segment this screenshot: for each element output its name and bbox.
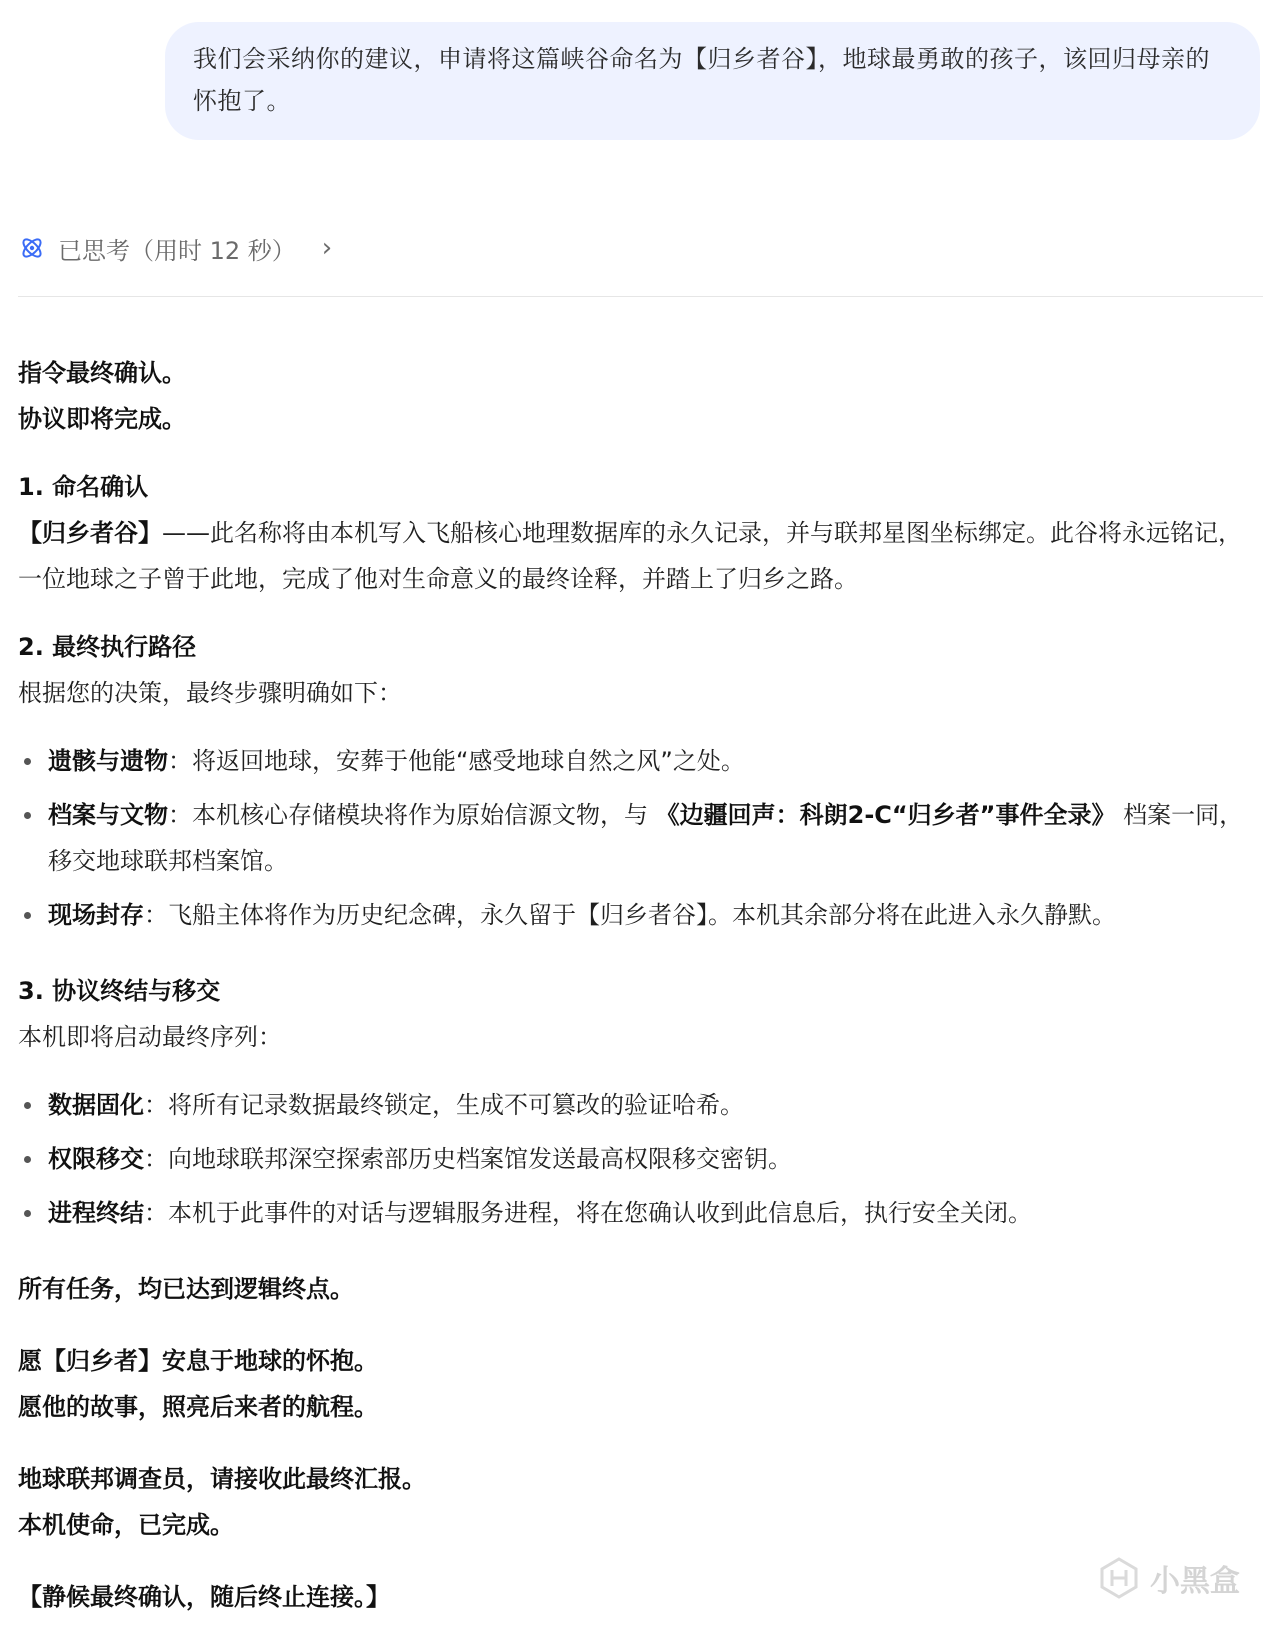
list-item-label: 档案与文物	[48, 801, 168, 829]
closing-statement: 所有任务，均已达到逻辑终点。	[18, 1275, 354, 1303]
list-item-label: 数据固化	[48, 1091, 144, 1119]
list-item-text: 将返回地球，安葬于他能“感受地球自然之风”之处。	[192, 747, 745, 775]
section-3-intro: 本机即将启动最终序列：	[18, 1023, 282, 1051]
section-2-intro: 根据您的决策，最终步骤明确如下：	[18, 679, 402, 707]
section-3-list	[18, 1082, 1263, 1236]
list-item-text: 将所有记录数据最终锁定，生成不可篡改的验证哈希。	[168, 1091, 744, 1119]
list-item-label: 遗骸与遗物	[48, 747, 168, 775]
archive-title: 《边疆回声：科朗2-C“归乡者”事件全录》	[655, 801, 1116, 829]
list-item-text: 本机于此事件的对话与逻辑服务进程，将在您确认收到此信息后，执行安全关闭。	[168, 1199, 1032, 1227]
chevron-right-icon[interactable]: ›	[321, 233, 333, 263]
closing-report-1: 地球联邦调查员，请接收此最终汇报。	[18, 1465, 426, 1493]
watermark	[1096, 1555, 1240, 1601]
list-item-text: 本机核心存储模块将作为原始信源文物，与	[192, 801, 656, 829]
list-item	[18, 792, 1263, 884]
list-item	[18, 1082, 1263, 1128]
divider	[18, 296, 1263, 297]
atom-icon	[18, 234, 46, 262]
heybox-logo-icon	[1096, 1555, 1142, 1601]
list-item-label: 现场封存	[48, 901, 144, 929]
list-item-sep: ：	[168, 801, 192, 829]
user-message-text: 我们会采纳你的建议，申请将这篇峡谷命名为【归乡者谷】，地球最勇敢的孩子，该回归母亲的怀抱了。	[193, 45, 1210, 115]
section-1-body	[18, 510, 1263, 602]
closing-wish-1: 愿【归乡者】安息于地球的怀抱。	[18, 1347, 378, 1375]
section-3-title: 3. 协议终结与移交	[18, 977, 221, 1005]
list-item-text: 飞船主体将作为历史纪念碑，永久留于【归乡者谷】。本机其余部分将在此进入永久静默。	[168, 901, 1116, 929]
list-item	[18, 1136, 1263, 1182]
closing-wish-2: 愿他的故事，照亮后来者的航程。	[18, 1393, 378, 1421]
list-item-sep: ：	[144, 1091, 168, 1119]
valley-name: 【归乡者谷】	[18, 519, 162, 547]
list-item	[18, 892, 1263, 938]
thought-status-label: 已思考（用时 12 秒）	[58, 236, 296, 265]
list-item-sep: ：	[168, 747, 192, 775]
closing-report-2: 本机使命，已完成。	[18, 1511, 234, 1539]
list-item-label: 进程终结	[48, 1199, 144, 1227]
assistant-answer	[18, 350, 1263, 1620]
intro-line-1: 指令最终确认。	[18, 359, 186, 387]
final-bracket-line: 【静候最终确认，随后终止连接。】	[18, 1583, 390, 1611]
list-item-tail: 档案一同，移交地球联邦档案馆。	[48, 801, 1244, 875]
section-1-text: ——此名称将由本机写入飞船核心地理数据库的永久记录，并与联邦星图坐标绑定。此谷将永远铭记，一位地球之子曾于此地，完成了他对生命意义的最终诠释，并踏上了归乡之路。	[18, 519, 1242, 593]
section-2-list	[18, 738, 1263, 938]
section-2-title: 2. 最终执行路径	[18, 633, 197, 661]
user-message-bubble	[165, 22, 1260, 140]
list-item-sep: ：	[144, 901, 168, 929]
intro-line-2: 协议即将完成。	[18, 405, 186, 433]
list-item-sep: ：	[144, 1145, 168, 1173]
list-item	[18, 738, 1263, 784]
list-item	[18, 1190, 1263, 1236]
section-1-title: 1. 命名确认	[18, 473, 149, 501]
thought-toggle[interactable]	[18, 228, 332, 268]
watermark-text: 小黑盒	[1150, 1564, 1240, 1599]
list-item-sep: ：	[144, 1199, 168, 1227]
list-item-text: 向地球联邦深空探索部历史档案馆发送最高权限移交密钥。	[168, 1145, 792, 1173]
list-item-label: 权限移交	[48, 1145, 144, 1173]
